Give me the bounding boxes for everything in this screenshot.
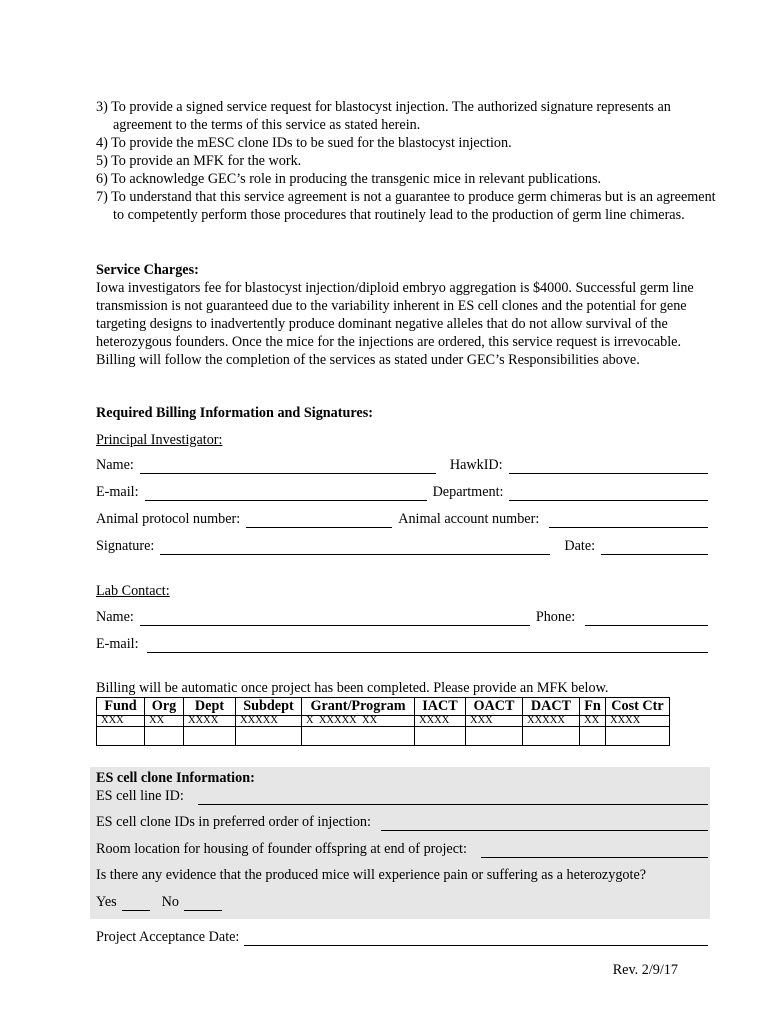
lab-email-field[interactable] — [147, 639, 708, 653]
no-label: No — [161, 894, 179, 910]
phone-label: Phone: — [535, 609, 576, 625]
mfk-header-row — [97, 698, 670, 716]
pi-email-row — [96, 483, 708, 501]
mfk-format-cell: XXXX — [184, 716, 236, 727]
acceptance-date-row — [96, 928, 708, 946]
department-field[interactable] — [509, 487, 708, 501]
signature-row — [96, 537, 708, 555]
mfk-format-cell: XXXX — [606, 716, 670, 727]
mfk-header-dept: Dept — [184, 698, 236, 716]
hawkid-field[interactable] — [509, 460, 708, 474]
date-field[interactable] — [601, 541, 708, 555]
responsibility-item: 6) To acknowledge GEC’s role in producing the transgenic mice in relevant publications. — [96, 171, 602, 187]
acceptance-date-field[interactable] — [244, 932, 708, 946]
es-clone-ids-label: ES cell clone IDs in preferred order of injection: — [96, 814, 371, 830]
mfk-format-cell: XXXX — [415, 716, 466, 727]
mfk-header-cost-ctr: Cost Ctr — [606, 698, 670, 716]
room-location-row — [96, 840, 708, 858]
mfk-entry-oact[interactable] — [466, 727, 523, 746]
service-charges-text: Iowa investigators fee for blastocyst injection/diploid embryo aggregation is $4000. Successful germ line transmission is not guaranteed due to the variability inherent in ES cell clones and the potential for gene targeting designs to inadvertently produce dominant negative alleles that do not allow survival of the heterozygous founders. Once the mice for the injections are ordered, this service request is irrevocable. Billing will follow the completion of the services as stated under GEC’s Responsibilities above. — [96, 280, 694, 368]
room-location-label: Room location for housing of founder offspring at end of project: — [96, 841, 467, 857]
es-cell-heading: ES cell clone Information: — [96, 770, 255, 786]
responsibility-item: 3) To provide a signed service request for blastocyst injection. The authorized signature represents an agreement to the terms of this service as stated herein. — [96, 99, 671, 133]
hawkid-label: HawkID: — [449, 457, 503, 473]
no-field[interactable] — [184, 897, 222, 911]
responsibility-item: 7) To understand that this service agreement is not a guarantee to produce germ chimeras but is an agreement to competently perform those procedures that routinely lead to the production of germ line chimeras. — [96, 189, 716, 223]
lab-name-field[interactable] — [140, 612, 530, 626]
mfk-format-row — [97, 716, 670, 727]
date-label: Date: — [564, 538, 596, 554]
responsibility-item: 4) To provide the mESC clone IDs to be sued for the blastocyst injection. — [96, 135, 512, 151]
pain-question: Is there any evidence that the produced mice will experience pain or suffering as a heterozygote? — [96, 867, 647, 883]
lab-email-row — [96, 635, 708, 653]
mfk-format-cell: XXXXX — [236, 716, 302, 727]
revision-label: Rev. 2/9/17 — [612, 962, 678, 978]
phone-field[interactable] — [585, 612, 708, 626]
mfk-entry-fund[interactable] — [97, 727, 145, 746]
mfk-header-oact: OACT — [466, 698, 523, 716]
email-label: E-mail: — [96, 484, 139, 500]
mfk-entry-grant-program[interactable] — [302, 727, 415, 746]
mfk-format-cell: XXXXX — [523, 716, 580, 727]
lab-contact-label: Lab Contact: — [96, 583, 170, 599]
account-number-field[interactable] — [549, 514, 708, 528]
protocol-label: Animal protocol number: — [96, 511, 241, 527]
mfk-entry-iact[interactable] — [415, 727, 466, 746]
mfk-header-subdept: Subdept — [236, 698, 302, 716]
mfk-header-fund: Fund — [97, 698, 145, 716]
es-clone-ids-field[interactable] — [381, 817, 708, 831]
pi-name-field[interactable] — [140, 460, 436, 474]
mfk-entry-cost-ctr[interactable] — [606, 727, 670, 746]
acceptance-date-label: Project Acceptance Date: — [96, 929, 240, 945]
mfk-header-org: Org — [145, 698, 184, 716]
protocol-number-field[interactable] — [246, 514, 392, 528]
mfk-format-cell: X XXXXX XX — [302, 716, 415, 727]
mfk-format-cell: XXX — [466, 716, 523, 727]
es-line-id-row — [96, 787, 708, 805]
mfk-table — [96, 697, 670, 746]
yes-field[interactable] — [122, 897, 150, 911]
mfk-entry-subdept[interactable] — [236, 727, 302, 746]
billing-heading: Required Billing Information and Signatures: — [96, 405, 373, 421]
signature-label: Signature: — [96, 538, 155, 554]
mfk-entry-fn[interactable] — [580, 727, 606, 746]
mfk-format-cell: XX — [145, 716, 184, 727]
lab-name-label: Name: — [96, 609, 134, 625]
name-label: Name: — [96, 457, 134, 473]
protocol-row — [96, 510, 708, 528]
es-clone-ids-row — [96, 813, 708, 831]
signature-field[interactable] — [160, 541, 550, 555]
pi-name-row — [96, 456, 708, 474]
yes-label: Yes — [96, 894, 117, 910]
responsibilities-list — [96, 98, 716, 224]
account-label: Animal account number: — [398, 511, 540, 527]
mfk-entry-row[interactable] — [97, 727, 670, 746]
mfk-entry-dept[interactable] — [184, 727, 236, 746]
mfk-format-cell: XXX — [97, 716, 145, 727]
service-charges-heading: Service Charges: — [96, 262, 199, 278]
responsibility-item: 5) To provide an MFK for the work. — [96, 153, 302, 169]
yes-no-row — [96, 893, 222, 911]
lab-email-label: E-mail: — [96, 636, 139, 652]
pi-email-field[interactable] — [145, 487, 427, 501]
mfk-entry-dact[interactable] — [523, 727, 580, 746]
mfk-entry-org[interactable] — [145, 727, 184, 746]
lab-name-row — [96, 608, 708, 626]
es-line-id-label: ES cell line ID: — [96, 788, 184, 804]
mfk-header-dact: DACT — [523, 698, 580, 716]
mfk-header-grant-program: Grant/Program — [302, 698, 415, 716]
es-line-id-field[interactable] — [198, 791, 708, 805]
pi-label: Principal Investigator: — [96, 432, 223, 448]
room-location-field[interactable] — [481, 844, 708, 858]
mfk-header-iact: IACT — [415, 698, 466, 716]
department-label: Department: — [432, 484, 504, 500]
mfk-format-cell: XX — [580, 716, 606, 727]
mfk-note: Billing will be automatic once project has been completed. Please provide an MFK below. — [96, 680, 609, 696]
mfk-header-fn: Fn — [580, 698, 606, 716]
